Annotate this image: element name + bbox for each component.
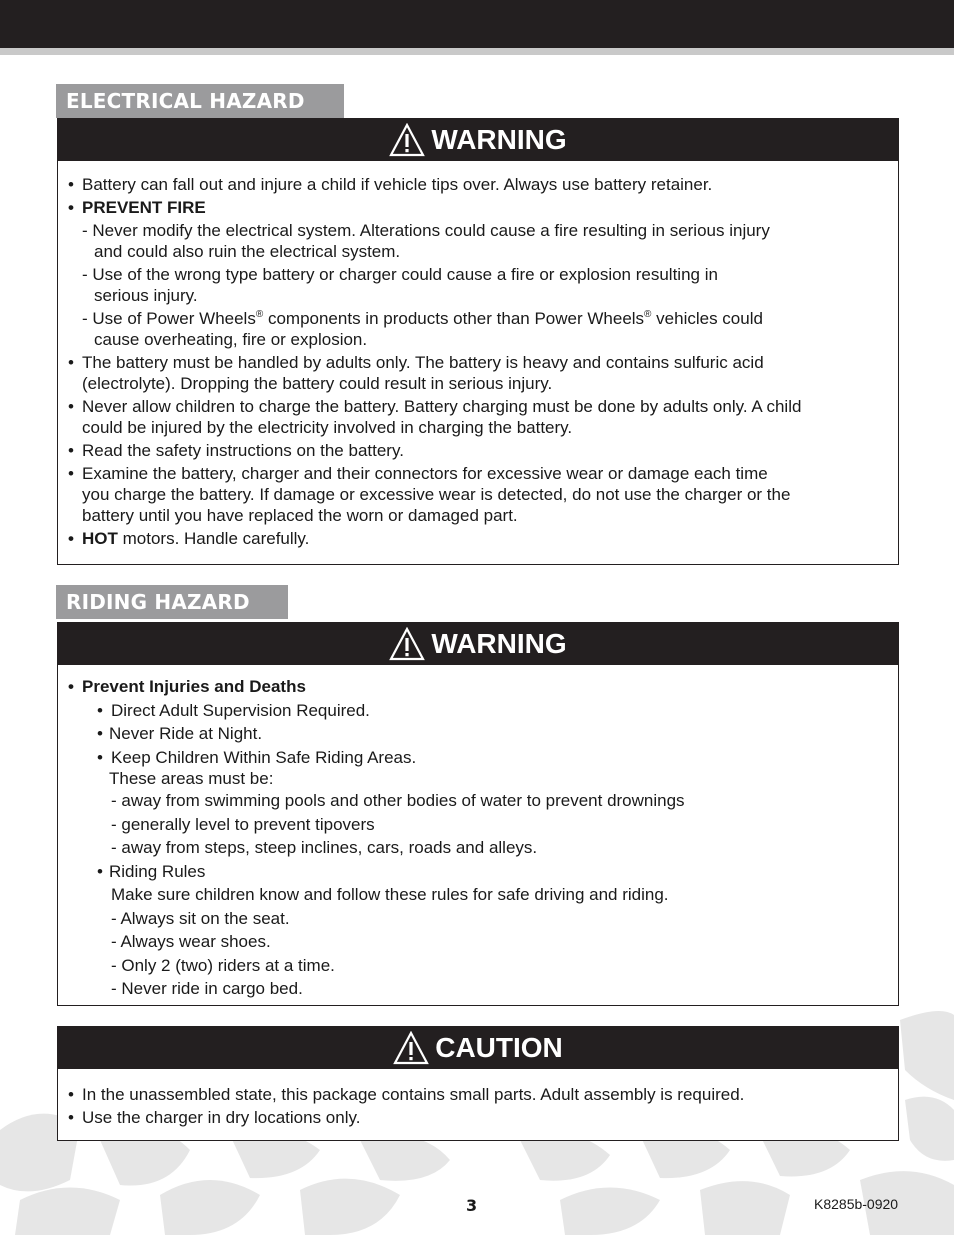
registered-mark: ® (255, 309, 264, 320)
riding-warning-title: WARNING (431, 628, 567, 659)
electrical-warning-content: • Battery can fall out and injure a child if vehicle tips over. Always use battery retainer. • PREVENT FIRE - Never modify the electrical system. Alterations could cause a fire resulting in serious injury and could also ruin the electrical system. - Use of the wrong type battery or charger could cause a fire or explosion resulting in serious injury. - Use of Power Wheels® components in products other than Power Wheels® vehicles could cause overheating, fire or explosion. • The battery must be handled by adults only. The battery is heavy and contains sulfuric acid (electrolyte). Dropping the battery could result in serious injury. • Never allow children to charge the battery. Battery charging must be done by adults only. A child could be injured by the electricity involved in charging the battery. • Read the safety instructions on the battery. • Examine the battery, charger and their connectors for excessive wear or damage each time you charge the battery. If damage or excessive wear is detected, do not use the charger or the battery until you have replaced the worn or damaged part. • HOT motors. Handle carefully. (68, 175, 802, 548)
riding-line: - Only 2 (two) riders at a time. (111, 955, 335, 975)
riding-hazard-tab: RIDING HAZARD (56, 585, 288, 619)
caution-line: In the unassembled state, this package contains small parts. Adult assembly is required. (82, 1085, 745, 1104)
electrical-line: battery until you have replaced the worn or damaged part. (82, 506, 518, 525)
riding-warning-box (57, 622, 899, 1006)
electrical-line: - Use of the wrong type battery or charger could cause a fire or explosion resulting in (82, 265, 718, 284)
page-number: 3 (466, 1196, 478, 1215)
caution-header (58, 1027, 898, 1069)
riding-line: Keep Children Within Safe Riding Areas. (111, 747, 417, 767)
electrical-hazard-tab: ELECTRICAL HAZARD (56, 84, 344, 118)
riding-rules-heading: Riding Rules (109, 861, 206, 881)
riding-line: Never Ride at Night. (109, 724, 263, 743)
riding-warning-header (58, 623, 898, 665)
electrical-line: you charge the battery. If damage or excessive wear is detected, do not use the charger or the (82, 485, 791, 504)
riding-line: - Never ride in cargo bed. (111, 979, 303, 998)
top-bar-underline (0, 48, 954, 55)
electrical-line: - Never modify the electrical system. Alterations could cause a fire resulting in serious injury (82, 221, 770, 240)
riding-line: - away from swimming pools and other bodies of water to prevent drownings (111, 791, 685, 810)
electrical-line: (electrolyte). Dropping the battery could result in serious injury. (82, 374, 553, 393)
riding-line: - generally level to prevent tipovers (111, 814, 375, 834)
electrical-line: Battery can fall out and injure a child if vehicle tips over. Always use battery retainer. (82, 175, 713, 194)
electrical-warning-box (57, 118, 899, 565)
document-code: K8285b-0920 (814, 1196, 899, 1212)
electrical-line: The battery must be handled by adults only. The battery is heavy and contains sulfuric acid (82, 353, 764, 372)
caution-line: Use the charger in dry locations only. (82, 1108, 361, 1127)
electrical-warning-header (58, 119, 898, 161)
warning-triangle-icon (393, 1031, 429, 1065)
riding-line: - Always sit on the seat. (111, 908, 290, 928)
warning-triangle-icon (389, 627, 425, 661)
electrical-line: Never allow children to charge the battery. Battery charging must be done by adults only. A child (82, 397, 802, 416)
caution-title: CAUTION (435, 1032, 563, 1063)
riding-line: Direct Adult Supervision Required. (111, 700, 370, 720)
electrical-line: motors. Handle carefully. (122, 529, 310, 548)
electrical-line: and could also ruin the electrical system. (94, 242, 401, 261)
riding-warning-content: • Prevent Injuries and Deaths • Direct Adult Supervision Required. • Never Ride at Night. • Keep Children Within Safe Riding Areas. These areas must be: - away from swimming pools and other bodies of water to prevent drownings - generally level to prevent tipovers - away from steps, steep inclines, cars, roads and alleys. • Riding Rules Make sure children know and follow these rules for safe driving and riding. - Always sit on the seat. - Always wear shoes. - Only 2 (two) riders at a time. - Never ride in cargo bed. (68, 677, 685, 998)
top-bar (0, 0, 954, 48)
electrical-line: Examine the battery, charger and their connectors for excessive wear or damage each time (82, 464, 768, 483)
riding-line: Make sure children know and follow these rules for safe driving and riding. (111, 885, 669, 904)
caution-box (57, 1026, 899, 1141)
electrical-line: cause overheating, fire or explosion. (94, 330, 368, 349)
prevent-fire-heading: PREVENT FIRE (82, 198, 206, 217)
prevent-injuries-heading: Prevent Injuries and Deaths (82, 677, 306, 696)
warning-triangle-icon (389, 123, 425, 157)
registered-mark: ® (644, 309, 652, 320)
electrical-line: serious injury. (94, 286, 198, 305)
caution-content: • In the unassembled state, this package contains small parts. Adult assembly is required. • Use the charger in dry locations only. (68, 1085, 745, 1127)
hot-label: HOT (82, 529, 118, 548)
electrical-line: Read the safety instructions on the battery. (82, 441, 404, 460)
riding-line: These areas must be: (109, 769, 274, 788)
electrical-line: could be injured by the electricity involved in charging the battery. (82, 418, 573, 437)
electrical-warning-title: WARNING (431, 124, 567, 155)
riding-line: - away from steps, steep inclines, cars, roads and alleys. (111, 838, 538, 857)
riding-line: - Always wear shoes. (111, 932, 271, 951)
